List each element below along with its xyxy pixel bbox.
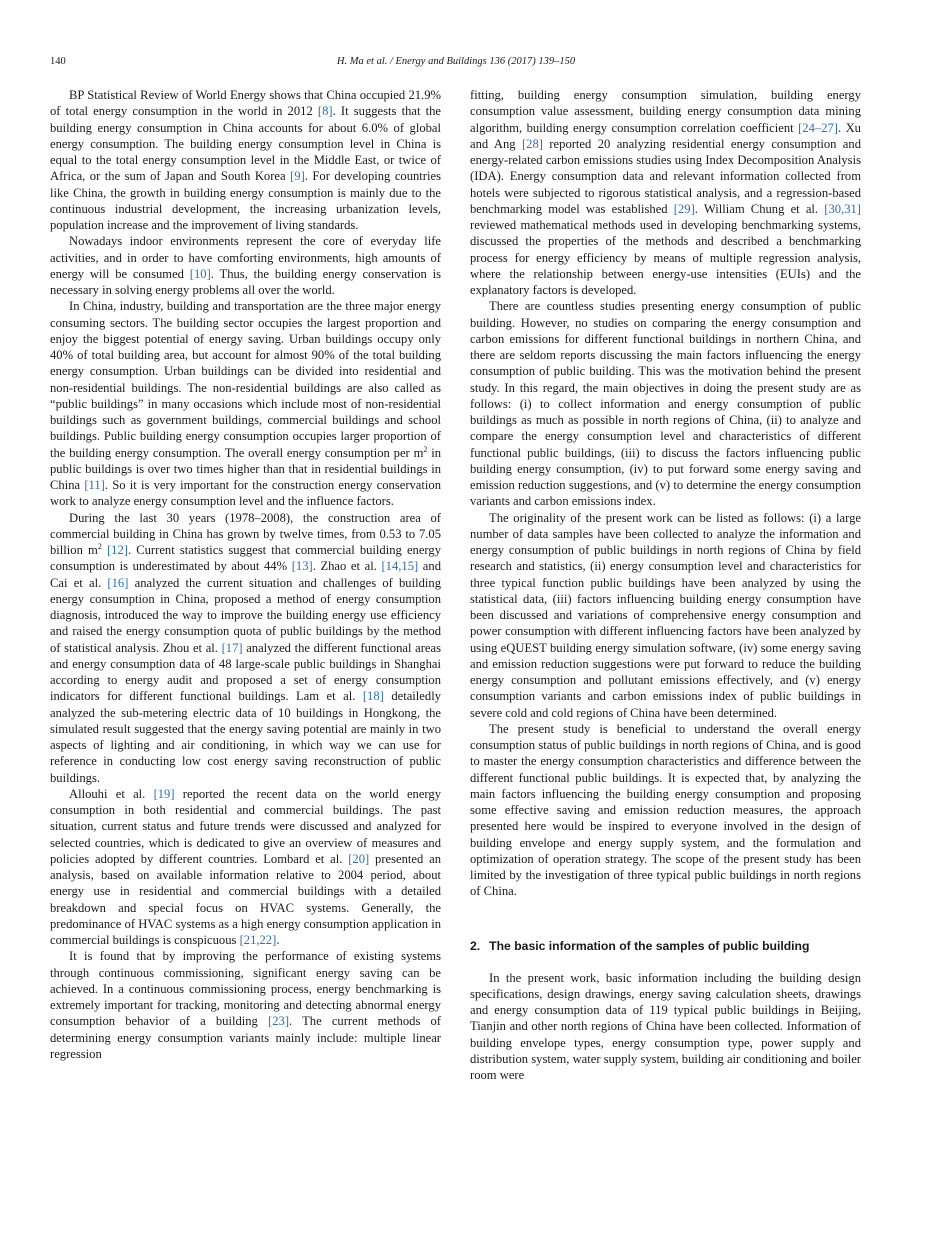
right-column: [470, 87, 861, 1083]
citation-link[interactable]: [24–27]: [798, 120, 838, 135]
section-title: The basic information of the samples of public building: [489, 938, 810, 953]
citation-link[interactable]: [11]: [84, 478, 105, 492]
citation-link[interactable]: [20]: [348, 851, 370, 866]
page-header: [50, 56, 862, 72]
page-number: 140: [50, 56, 66, 67]
superscript: 2: [423, 444, 428, 454]
paragraph: In the present work, basic information including the building design specifications, design drawings, energy saving calculation sheets, drawings and energy consumption data of 119 typical public buildings in Beijing, Tianjin and other north regions of China have been collected. Information of building envelope types, energy consumption type, power supply and distribution system, water supply system, building air conditioning and boiler room were: [470, 970, 861, 1082]
citation-link[interactable]: [29]: [673, 201, 695, 216]
paragraph: fitting, building energy consumption simulation, building energy consumption value assessment, building energy consumption data mining algorithm, building energy consumption correlation coefficient [24–27]. Xu and Ang [28] reported 20 analyzing residential energy consumption and energy-related carbon emissions studies using Index Decomposition Analysis (IDA). Energy consumption data and relevant information collected from hotels were subjected to rigorous statistical analysis, and a regression-based benchmarking model was established [29]. William Chung et al. [30,31] reviewed mathematical methods used in developing benchmarking systems, discussed the properties of the methods and described a benchmarking process for energy efficiency by means of multiple regression analysis, where the relationship between energy-use intensities (EUIs) and the explanatory factors is developed.: [470, 88, 861, 297]
paragraph: It is found that by improving the performance of existing systems through continuous commissioning, significant energy saving can be achieved. In a continuous commissioning process, energy benchmarking is extremely important for tracking, monitoring and detecting abnormal energy consumption behavior of a building [23]. The current methods of determining energy consumption variants mainly include: multiple linear regression: [50, 949, 442, 1061]
paragraph: Nowadays indoor environments represent the core of everyday life activities, and in order to have comforting environments, high amounts of energy will be consumed [10]. Thus, the building energy conservation is necessary in solving energy problems all over the world.: [50, 234, 441, 297]
paragraph: BP Statistical Review of World Energy shows that China occupied 21.9% of total energy consumption in the world in 2012 [8]. It suggests that the building energy consumption in China accounts for about 6.0% of global energy consumption. The building energy consumption level in China is equal to the total energy consumption level in the Middle East, or twice of Africa, or the sum of Japan and South Korea [9]. For developing countries like China, the growth in building energy consumption is mainly due to the continuous industrial development, the increasing urbanization levels, population increase and the improvement of living standards.: [50, 88, 442, 232]
paragraph: During the last 30 years (1978–2008), the construction area of commercial building in China has grown by twelve times, from 0.53 to 7.05 billion $m^2$ [12]. Current statistics suggest that commercial building energy consumption is underestimated by about 44% [13]. Zhao et al. [14,15] and Cai et al. [16] analyzed the current situation and challenges of building energy consumption in China, proposed a method of energy consumption diagnosis, introduced the way to improve the building energy use efficiency and raised the energy consumption quota of public buildings by the method of statistical analysis. Zhou et al. [17] analyzed the different functional areas and energy consumption data of 48 large-scale public buildings in Shanghai according to energy audit and proposed a set of energy consumption indicators for different functional buildings. Lam et al. [18] detailedly analyzed the sub-metering electric data of 10 buildings in Hongkong, the simulated result suggested that the energy saving potential are mainly in two aspects of lighting and air conditioning, in which way we can use for reference in conducting low cost energy saving reconstruction of public buildings.: [50, 510, 441, 785]
section-number: 2.: [470, 938, 481, 953]
paragraph: Allouhi et al. [19] reported the recent data on the world energy consumption in both residential and commercial buildings. The past situation, current status and future trends were discussed and analyzed for selected countries, which is dedicated to give an overview of measures and policies adopted by different countries. Lombard et al. [20] presented an analysis, based on available information relative to 2004 period, about energy use in residential and commercial buildings with a detailed breakdown and special focus on HVAC systems. Generally, the predominance of HVAC systems as a high energy consumption application in commercial buildings is conspicuous [21,22].: [50, 786, 442, 947]
paragraph: In China, industry, building and transportation are the three major energy consuming sectors. The building sector occupies the largest proportion and enjoy the biggest potential of energy saving. Urban buildings occupy only 40% of total building area, but account for almost 90% of the total building energy consumption. Urban buildings can be divided into residential and non-residential buildings. The non-residential buildings are also called as “public buildings” in many occasions which include most of non-residential buildings such as government buildings, commercial buildings and school buildings. Public building energy consumption occupies larger proportion of the building energy consumption. The overall energy consumption per $m^2$ in public buildings is over two times higher than that in residential buildings in China [11]. So it is very important for the construction energy conservation work to analyze energy consumption level and the influence factors.: [50, 299, 441, 509]
citation-link[interactable]: [8]: [317, 104, 333, 119]
paragraph: The present study is beneficial to understand the overall energy consumption status of public buildings in north regions of China, and is good to master the energy consumption characteristics and difference between the different functional public buildings. It is expected that, by analyzing the main factors influencing the building energy consumption and proposing some effective saving and emission reduction measures, the approach presented here would be inspired to everyone involved in the design of building envelope and energy supply system, and the formulation and optimization of operation strategy. The scope of the present study has been limited by the investigation of three typical public buildings in north regions of China.: [470, 721, 861, 899]
citation-link[interactable]: [10]: [189, 266, 211, 281]
paragraph: There are countless studies presenting energy consumption of public building. However, no studies on comparing the energy consumption and carbon emissions for different functional buildings in northern China, and there are seldom reports discussing the main factors influencing the energy consumption of public building. This was the motivation behind the present study. In this regard, the main objectives in doing the present study are as follows: (i) to collect information and energy consumption of public buildings as much as possible in north regions of China, (ii) to analyze and compare the energy consumption level and characteristics of different functional public buildings, (iii) to discuss the factors influencing public building energy consumption, (iv) to put forward some energy saving and emission reduction suggestions, and (v) to determine the energy consumption variants and carbon emissions index.: [470, 299, 861, 509]
running-head: H. Ma et al. / Energy and Buildings 136 (2017) 139–150: [336, 56, 576, 67]
citation-link[interactable]: [28]: [521, 136, 543, 151]
citation-link[interactable]: [17]: [221, 640, 243, 655]
citation-link[interactable]: [19]: [153, 786, 175, 801]
superscript: 2: [97, 541, 102, 551]
citation-link[interactable]: [13]: [291, 559, 313, 574]
citation-link[interactable]: [9]: [290, 169, 305, 184]
citation-link[interactable]: [23]: [268, 1014, 290, 1029]
citation-link[interactable]: [14,15]: [381, 559, 419, 574]
citation-link[interactable]: [12]: [106, 543, 128, 557]
section-heading: [470, 938, 861, 954]
paragraph: The originality of the present work can be listed as follows: (i) a large number of data samples have been collected to analyze the information and energy consumption of public buildings in north regions of China by field research and statistics, (ii) energy consumption level and characteristics for three typical function public buildings have been analyzed by using the statistical data, (iii) factors influencing building energy consumption have been discussed and variations of comprehensive energy consumption and power consumption with different influencing factors have been analyzed by using eQUEST building energy simulation software, (iv) some energy saving and emission reduction suggestions were put forward to reduce the building energy consumption and pollutant emissions effectively, and (v) energy consumption variants and carbon emissions index of public buildings in severe cold and cold regions of China have been determined.: [470, 510, 861, 720]
citation-link[interactable]: [21,22]: [239, 933, 277, 947]
citation-link[interactable]: [30,31]: [824, 201, 861, 216]
left-column: [50, 87, 441, 1062]
citation-link[interactable]: [18]: [362, 689, 384, 704]
citation-link[interactable]: [16]: [107, 575, 129, 590]
